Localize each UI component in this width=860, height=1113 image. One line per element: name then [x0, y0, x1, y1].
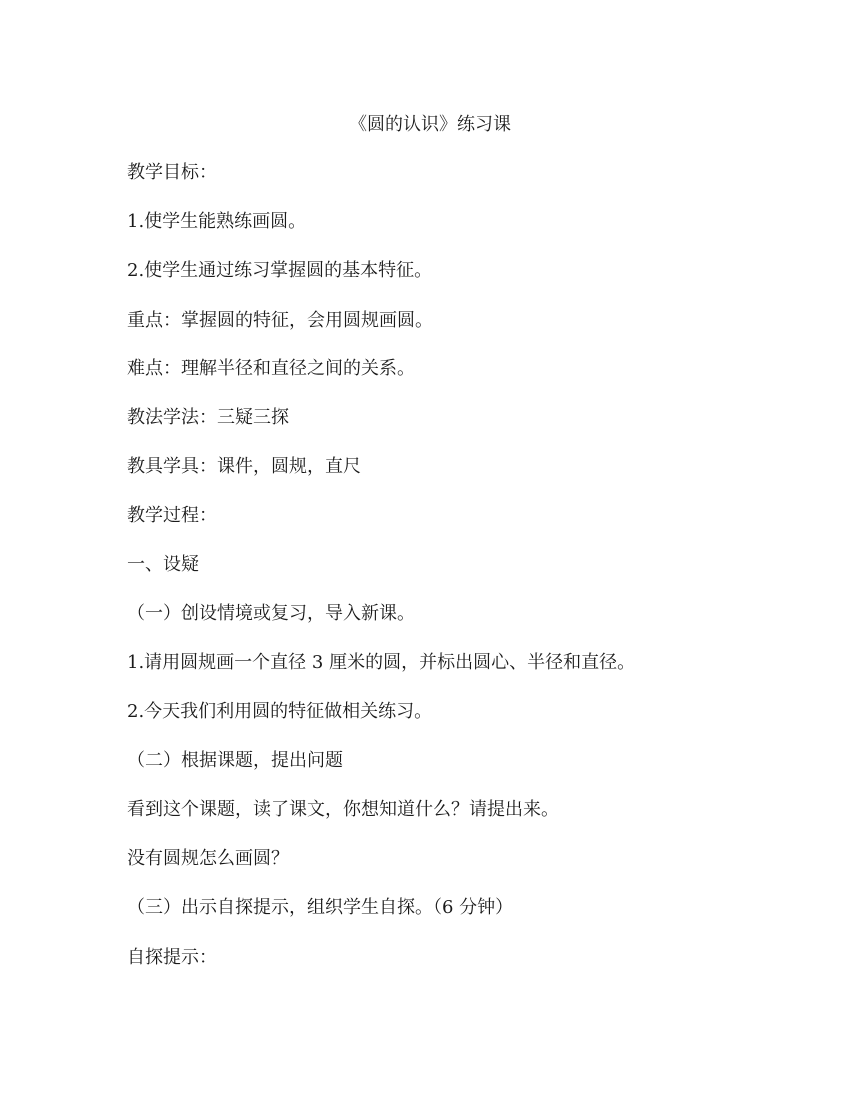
paragraph-line: 重点：掌握圆的特征，会用圆规画圆。	[127, 310, 433, 331]
paragraph-line: 自探提示：	[127, 947, 217, 968]
document-title: 《圆的认识》练习课	[349, 114, 511, 135]
section-heading-objectives: 教学目标：	[127, 162, 217, 183]
paragraph-line: 1.请用圆规画一个直径 3 厘米的圆，并标出圆心、半径和直径。	[127, 652, 636, 673]
paragraph-line: 2.使学生通过练习掌握圆的基本特征。	[127, 260, 433, 281]
paragraph-line: 1.使学生能熟练画圆。	[127, 211, 307, 232]
paragraph-line: 2.今天我们利用圆的特征做相关练习。	[127, 701, 433, 722]
paragraph-line: 教具学具：课件，圆规，直尺	[127, 456, 361, 477]
subsection-heading: （三）出示自探提示，组织学生自探。（6 分钟）	[127, 897, 514, 918]
subsection-heading: （一）创设情境或复习，导入新课。	[127, 603, 415, 624]
section-heading-process: 教学过程：	[127, 505, 217, 526]
paragraph-line: 教法学法：三疑三探	[127, 407, 289, 428]
paragraph-line: 看到这个课题，读了课文，你想知道什么？请提出来。	[127, 799, 559, 820]
paragraph-line: 难点：理解半径和直径之间的关系。	[127, 358, 415, 379]
subsection-heading: （二）根据课题，提出问题	[127, 750, 343, 771]
paragraph-line: 没有圆规怎么画圆？	[127, 848, 289, 869]
section-heading: 一、设疑	[127, 554, 199, 575]
